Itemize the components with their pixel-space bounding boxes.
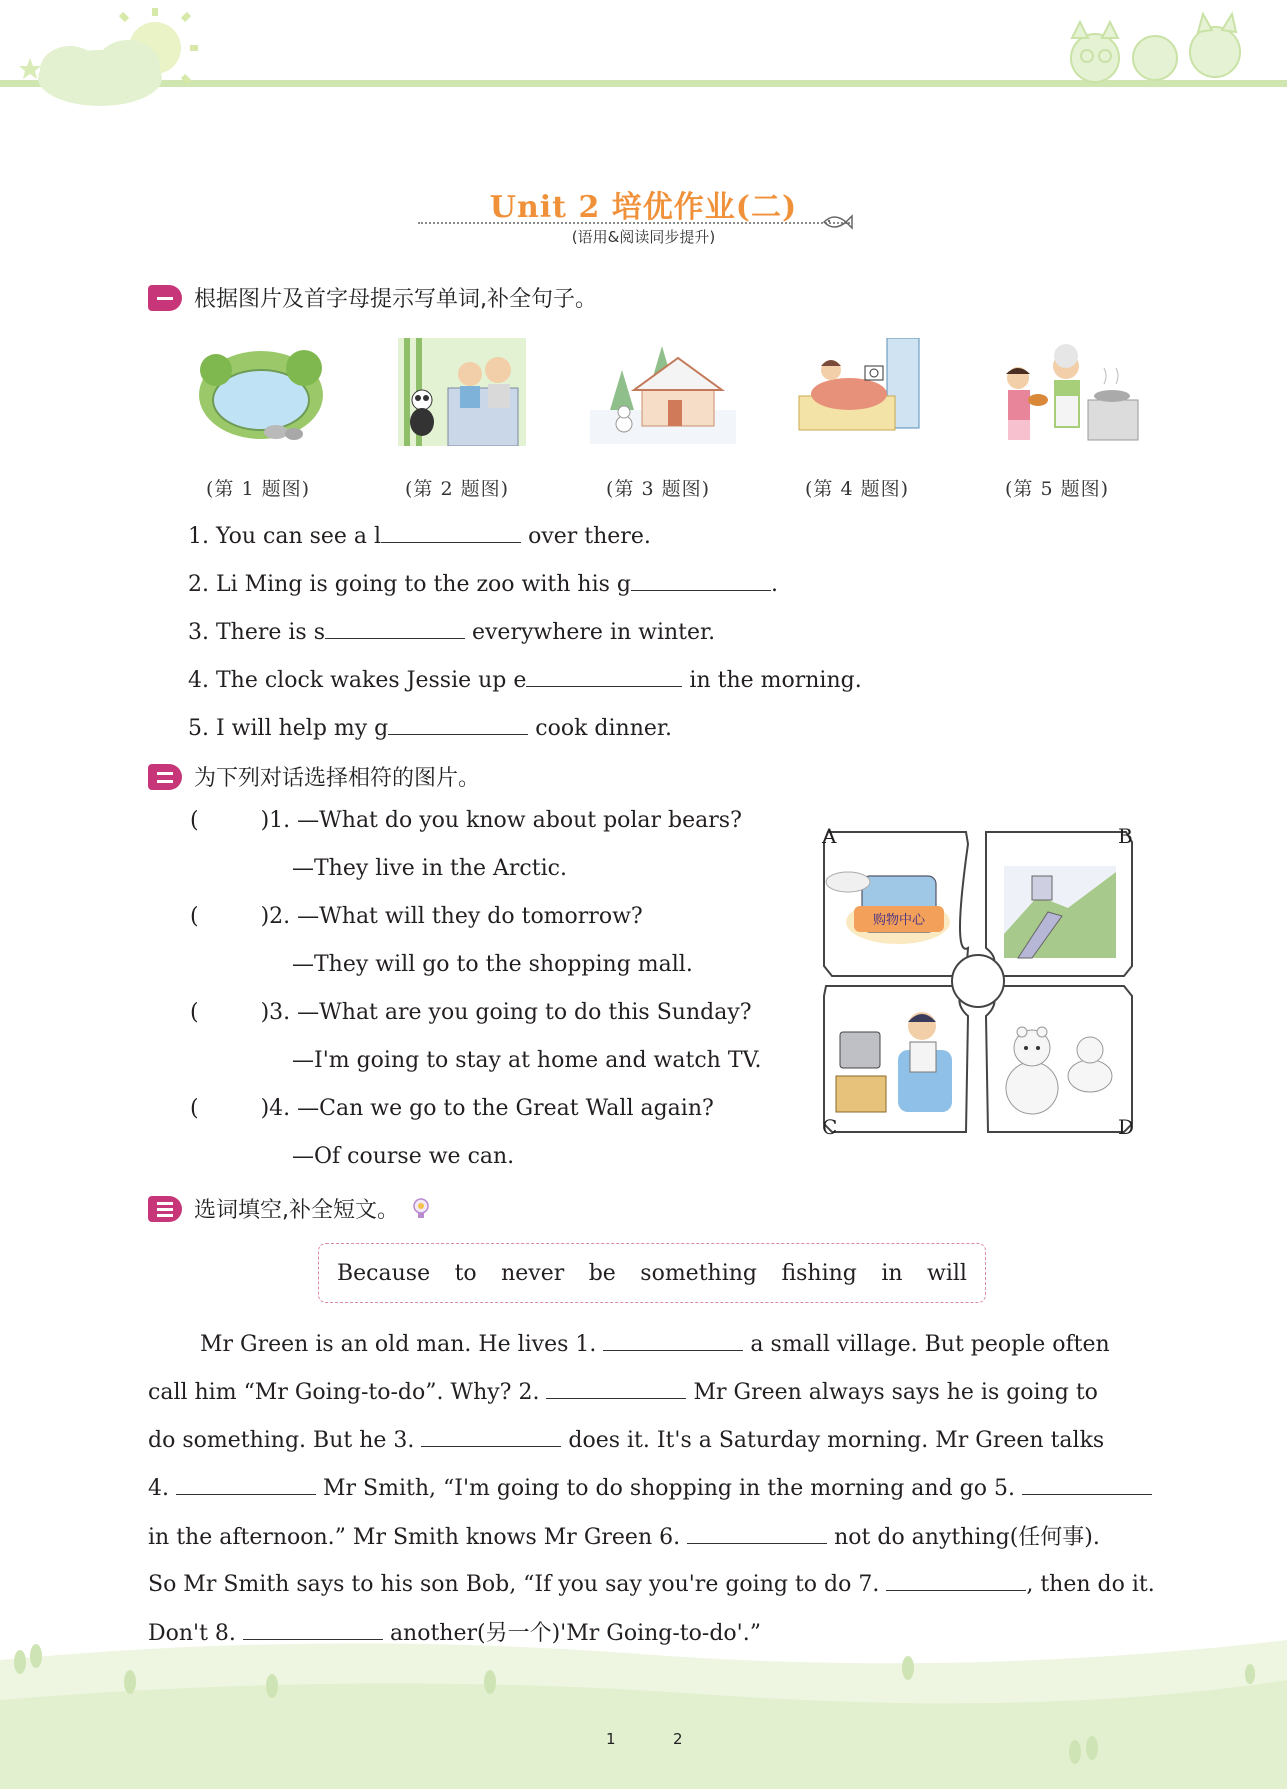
passage-line-4: 4. Mr Smith, “I'm going to do shopping in the morning and go 5.: [148, 1472, 1152, 1501]
section-3-heading: [148, 1193, 431, 1224]
word-bank: [318, 1243, 986, 1303]
page-subtitle: (语用&阅读同步提升): [571, 228, 716, 246]
dialogue-3-question: ( )3. —What are you going to do this Sunday?: [190, 1000, 752, 1025]
passage-line-7: Don't 8. another(另一个)'Mr Going-to-do'.”: [148, 1616, 761, 1647]
passage-line-6: So Mr Smith says to his son Bob, “If you say you're going to do 7. , then do it.: [148, 1568, 1155, 1597]
sentence-5: 5. I will help my g cook dinner.: [188, 712, 672, 741]
label-a: A: [822, 824, 837, 848]
dialogue-2-question: ( )2. —What will they do tomorrow?: [190, 904, 643, 929]
great-wall-picture: [1004, 866, 1116, 958]
header-decoration: [0, 0, 1287, 110]
picture-grid: [818, 826, 1138, 1138]
dialogue-4-answer: —Of course we can.: [292, 1144, 515, 1169]
section-1-badge: [148, 285, 182, 311]
passage-line-3: do something. But he 3. does it. It's a Saturday morning. Mr Green talks: [148, 1424, 1104, 1453]
answer-blank[interactable]: [421, 1424, 561, 1447]
star-icon: [19, 58, 41, 79]
answer-blank[interactable]: [631, 568, 771, 591]
answer-blank[interactable]: [886, 1568, 1026, 1591]
label-c: C: [822, 1115, 838, 1139]
section-1-title: 根据图片及首字母提示写单词,补全句子。: [194, 287, 597, 312]
caption-1: (第 1 题图): [206, 478, 310, 500]
cook-dinner-picture: [984, 338, 1144, 444]
caption-2: (第 2 题图): [405, 478, 509, 500]
answer-blank[interactable]: [176, 1472, 316, 1495]
answer-paren[interactable]: (: [190, 808, 199, 833]
answer-blank[interactable]: [388, 712, 528, 735]
lightbulb-icon: [411, 1197, 431, 1221]
word-option: to: [454, 1260, 477, 1286]
title-underline: [418, 222, 850, 224]
title-row: [0, 182, 1287, 226]
caption-5: (第 5 题图): [1005, 478, 1109, 500]
section-1-heading: [148, 282, 597, 313]
answer-blank[interactable]: [1022, 1472, 1152, 1495]
word-option: in: [881, 1260, 903, 1286]
page-title: Unit 2 培优作业(二): [489, 190, 798, 225]
answer-blank[interactable]: [687, 1521, 827, 1544]
dialogue-2-answer: —They will go to the shopping mall.: [292, 952, 693, 977]
zoo-grandparent-picture: [398, 338, 526, 446]
cloud-icon: [38, 40, 162, 106]
clock-wake-up-picture: [795, 338, 923, 446]
section-3-badge: [148, 1196, 182, 1222]
section-2-badge: [148, 764, 182, 790]
answer-blank[interactable]: [381, 520, 521, 543]
answer-blank[interactable]: [325, 616, 465, 639]
answer-paren[interactable]: (: [190, 1096, 199, 1121]
passage-line-5: in the afternoon.” Mr Smith knows Mr Green 6. not do anything(任何事).: [148, 1520, 1100, 1551]
picture-d-frame: [986, 986, 1132, 1132]
word-option: something: [640, 1260, 757, 1286]
answer-blank[interactable]: [546, 1376, 686, 1399]
word-option: fishing: [781, 1260, 857, 1286]
word-option: will: [927, 1260, 967, 1286]
label-d: D: [1118, 1115, 1135, 1139]
mall-sign-text: 购物中心: [872, 913, 926, 928]
passage-line-2: call him “Mr Going-to-do”. Why? 2. Mr Green always says he is going to: [148, 1376, 1098, 1405]
dialogue-4-question: ( )4. —Can we go to the Great Wall again?: [190, 1096, 714, 1121]
dialogue-1-question: ( )1. —What do you know about polar bears?: [190, 808, 742, 833]
sentence-3: 3. There is s everywhere in winter.: [188, 616, 715, 645]
dialogue-1-answer: —They live in the Arctic.: [292, 856, 567, 881]
answer-paren[interactable]: (: [190, 1000, 199, 1025]
page-number-2: 2: [673, 1730, 683, 1748]
answer-blank[interactable]: [526, 664, 682, 687]
footer-decoration: [0, 1620, 1287, 1789]
word-option: never: [501, 1260, 565, 1286]
word-option: be: [588, 1260, 616, 1286]
answer-blank[interactable]: [603, 1328, 743, 1351]
sentence-4: 4. The clock wakes Jessie up e in the morning.: [188, 664, 862, 693]
animal-faces-icon: [1071, 14, 1240, 82]
section-2-heading: [148, 761, 480, 792]
caption-4: (第 4 题图): [805, 478, 909, 500]
page-number-1: 1: [606, 1730, 616, 1748]
section-2-title: 为下列对话选择相符的图片。: [194, 766, 481, 791]
sentence-1: 1. You can see a l over there.: [188, 520, 651, 549]
dialogue-3-answer: —I'm going to stay at home and watch TV.: [292, 1048, 762, 1073]
label-b: B: [1118, 824, 1133, 848]
snow-house-picture: [590, 340, 736, 444]
sentence-2: 2. Li Ming is going to the zoo with his g .: [188, 568, 778, 597]
lake-picture: [196, 340, 326, 444]
word-option: Because: [337, 1260, 431, 1286]
caption-3: (第 3 题图): [606, 478, 710, 500]
passage-line-1: Mr Green is an old man. He lives 1. a small village. But people often: [200, 1328, 1110, 1357]
answer-paren[interactable]: (: [190, 904, 199, 929]
section-3-title: 选词填空,补全短文。: [194, 1198, 399, 1223]
